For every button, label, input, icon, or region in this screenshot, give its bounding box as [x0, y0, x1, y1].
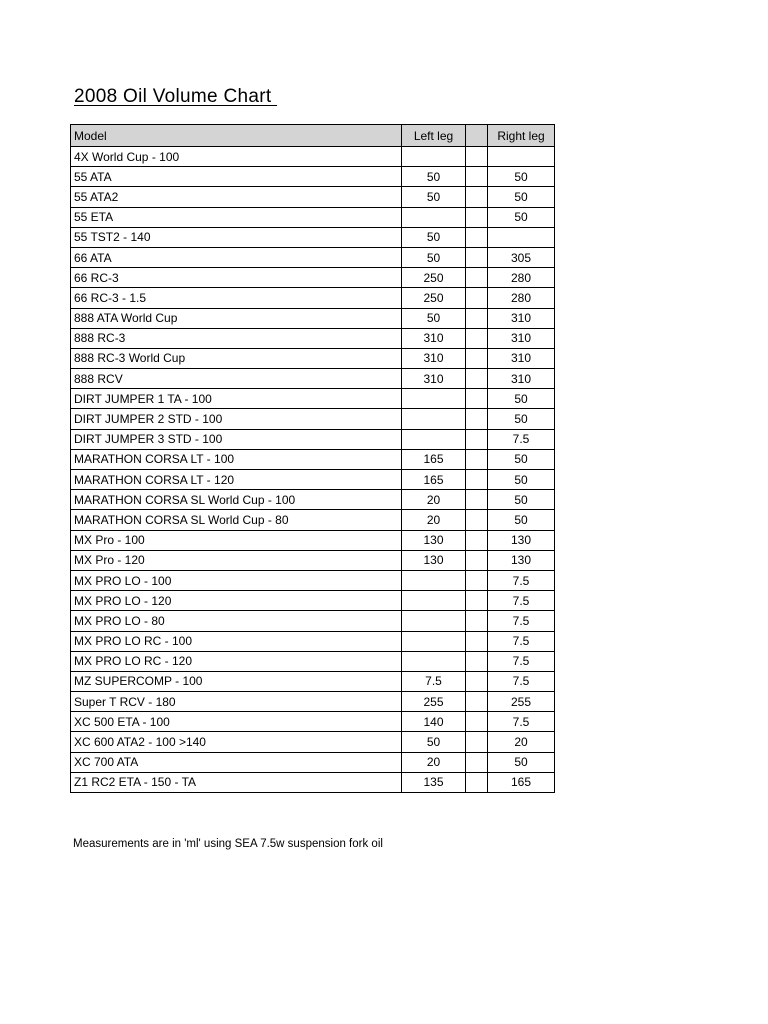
model-cell: Z1 RC2 ETA - 150 - TA [71, 772, 402, 792]
left-leg-cell: 20 [402, 752, 466, 772]
spacer-cell [466, 328, 488, 348]
right-leg-cell: 310 [488, 348, 555, 368]
table-row [71, 449, 555, 469]
table-row [71, 651, 555, 671]
header-right-leg: Right leg [488, 125, 555, 147]
model-cell: DIRT JUMPER 3 STD - 100 [71, 429, 402, 449]
spacer-cell [466, 530, 488, 550]
left-leg-cell [402, 409, 466, 429]
table-row [71, 732, 555, 752]
model-cell: 888 RC-3 World Cup [71, 348, 402, 368]
table-row [71, 187, 555, 207]
right-leg-cell: 165 [488, 772, 555, 792]
model-cell: XC 600 ATA2 - 100 >140 [71, 732, 402, 752]
model-cell: MX PRO LO - 120 [71, 591, 402, 611]
model-cell: MARATHON CORSA LT - 100 [71, 449, 402, 469]
spacer-cell [466, 207, 488, 227]
table-row [71, 470, 555, 490]
spacer-cell [466, 429, 488, 449]
table-row [71, 631, 555, 651]
model-cell: 66 RC-3 - 1.5 [71, 288, 402, 308]
spacer-cell [466, 288, 488, 308]
table-row [71, 611, 555, 631]
table-row [71, 752, 555, 772]
model-cell: MX Pro - 100 [71, 530, 402, 550]
right-leg-cell: 7.5 [488, 570, 555, 590]
right-leg-cell: 50 [488, 187, 555, 207]
table-body [71, 125, 555, 793]
right-leg-cell: 20 [488, 732, 555, 752]
table-row [71, 409, 555, 429]
spacer-cell [466, 227, 488, 247]
table-row [71, 570, 555, 590]
table-row [71, 550, 555, 570]
right-leg-cell [488, 147, 555, 167]
model-cell: 4X World Cup - 100 [71, 147, 402, 167]
right-leg-cell: 7.5 [488, 631, 555, 651]
left-leg-cell: 50 [402, 308, 466, 328]
left-leg-cell: 250 [402, 268, 466, 288]
table-row [71, 268, 555, 288]
left-leg-cell: 7.5 [402, 671, 466, 691]
model-cell: Super T RCV - 180 [71, 692, 402, 712]
table-row [71, 712, 555, 732]
model-cell: 888 RCV [71, 369, 402, 389]
right-leg-cell: 50 [488, 207, 555, 227]
right-leg-cell: 280 [488, 268, 555, 288]
left-leg-cell: 130 [402, 550, 466, 570]
right-leg-cell: 305 [488, 247, 555, 267]
right-leg-cell: 50 [488, 409, 555, 429]
table-row [71, 429, 555, 449]
model-cell: 55 ATA2 [71, 187, 402, 207]
model-cell: DIRT JUMPER 2 STD - 100 [71, 409, 402, 429]
left-leg-cell: 165 [402, 470, 466, 490]
table-row [71, 369, 555, 389]
left-leg-cell: 20 [402, 490, 466, 510]
left-leg-cell: 20 [402, 510, 466, 530]
right-leg-cell: 7.5 [488, 651, 555, 671]
oil-volume-table [70, 124, 555, 793]
header-spacer [466, 125, 488, 147]
spacer-cell [466, 470, 488, 490]
spacer-cell [466, 167, 488, 187]
model-cell: MX PRO LO RC - 120 [71, 651, 402, 671]
model-cell: 66 RC-3 [71, 268, 402, 288]
model-cell: MZ SUPERCOMP - 100 [71, 671, 402, 691]
left-leg-cell [402, 207, 466, 227]
model-cell: 55 TST2 - 140 [71, 227, 402, 247]
left-leg-cell: 250 [402, 288, 466, 308]
spacer-cell [466, 389, 488, 409]
header-left-leg: Left leg [402, 125, 466, 147]
left-leg-cell [402, 389, 466, 409]
spacer-cell [466, 611, 488, 631]
model-cell: DIRT JUMPER 1 TA - 100 [71, 389, 402, 409]
model-cell: 888 ATA World Cup [71, 308, 402, 328]
right-leg-cell: 50 [488, 389, 555, 409]
right-leg-cell: 7.5 [488, 611, 555, 631]
left-leg-cell: 165 [402, 449, 466, 469]
model-cell: MARATHON CORSA SL World Cup - 100 [71, 490, 402, 510]
spacer-cell [466, 449, 488, 469]
right-leg-cell: 7.5 [488, 712, 555, 732]
model-cell: XC 500 ETA - 100 [71, 712, 402, 732]
table-row [71, 207, 555, 227]
left-leg-cell [402, 570, 466, 590]
right-leg-cell: 50 [488, 167, 555, 187]
spacer-cell [466, 671, 488, 691]
table-row [71, 671, 555, 691]
table-row [71, 591, 555, 611]
table-row [71, 288, 555, 308]
spacer-cell [466, 369, 488, 389]
header-model: Model [71, 125, 402, 147]
table-row [71, 308, 555, 328]
spacer-cell [466, 348, 488, 368]
left-leg-cell [402, 147, 466, 167]
model-cell: MX PRO LO - 80 [71, 611, 402, 631]
footnote: Measurements are in 'ml' using SEA 7.5w suspension fork oil [73, 838, 383, 850]
model-cell: MX PRO LO RC - 100 [71, 631, 402, 651]
left-leg-cell [402, 651, 466, 671]
table-header-row [71, 125, 555, 147]
spacer-cell [466, 247, 488, 267]
spacer-cell [466, 490, 488, 510]
left-leg-cell: 255 [402, 692, 466, 712]
spacer-cell [466, 308, 488, 328]
left-leg-cell: 50 [402, 187, 466, 207]
table-row [71, 692, 555, 712]
spacer-cell [466, 591, 488, 611]
spacer-cell [466, 752, 488, 772]
right-leg-cell: 50 [488, 449, 555, 469]
left-leg-cell: 310 [402, 369, 466, 389]
page-title: 2008 Oil Volume Chart [74, 86, 278, 107]
spacer-cell [466, 631, 488, 651]
left-leg-cell: 50 [402, 732, 466, 752]
left-leg-cell: 140 [402, 712, 466, 732]
model-cell: 888 RC-3 [71, 328, 402, 348]
right-leg-cell: 310 [488, 328, 555, 348]
model-cell: 55 ETA [71, 207, 402, 227]
right-leg-cell: 7.5 [488, 671, 555, 691]
right-leg-cell: 255 [488, 692, 555, 712]
left-leg-cell: 50 [402, 227, 466, 247]
model-cell: MARATHON CORSA SL World Cup - 80 [71, 510, 402, 530]
right-leg-cell: 7.5 [488, 429, 555, 449]
model-cell: MX PRO LO - 100 [71, 570, 402, 590]
spacer-cell [466, 732, 488, 752]
right-leg-cell: 280 [488, 288, 555, 308]
table-row [71, 348, 555, 368]
spacer-cell [466, 712, 488, 732]
spacer-cell [466, 570, 488, 590]
left-leg-cell [402, 631, 466, 651]
table-row [71, 147, 555, 167]
table-row [71, 247, 555, 267]
right-leg-cell: 130 [488, 550, 555, 570]
model-cell: MX Pro - 120 [71, 550, 402, 570]
right-leg-cell: 310 [488, 369, 555, 389]
left-leg-cell: 135 [402, 772, 466, 792]
table-row [71, 328, 555, 348]
right-leg-cell: 50 [488, 470, 555, 490]
spacer-cell [466, 651, 488, 671]
right-leg-cell: 50 [488, 752, 555, 772]
table-row [71, 490, 555, 510]
spacer-cell [466, 147, 488, 167]
left-leg-cell [402, 429, 466, 449]
right-leg-cell: 50 [488, 510, 555, 530]
right-leg-cell: 310 [488, 308, 555, 328]
spacer-cell [466, 772, 488, 792]
left-leg-cell: 310 [402, 348, 466, 368]
spacer-cell [466, 510, 488, 530]
table-row [71, 389, 555, 409]
table-row [71, 510, 555, 530]
left-leg-cell: 130 [402, 530, 466, 550]
model-cell: 66 ATA [71, 247, 402, 267]
model-cell: MARATHON CORSA LT - 120 [71, 470, 402, 490]
table-row [71, 530, 555, 550]
right-leg-cell: 7.5 [488, 591, 555, 611]
spacer-cell [466, 409, 488, 429]
left-leg-cell: 50 [402, 247, 466, 267]
left-leg-cell [402, 611, 466, 631]
right-leg-cell [488, 227, 555, 247]
spacer-cell [466, 550, 488, 570]
left-leg-cell: 50 [402, 167, 466, 187]
table-row [71, 772, 555, 792]
spacer-cell [466, 692, 488, 712]
model-cell: 55 ATA [71, 167, 402, 187]
left-leg-cell: 310 [402, 328, 466, 348]
table-row [71, 167, 555, 187]
table-row [71, 227, 555, 247]
model-cell: XC 700 ATA [71, 752, 402, 772]
right-leg-cell: 50 [488, 490, 555, 510]
right-leg-cell: 130 [488, 530, 555, 550]
spacer-cell [466, 187, 488, 207]
left-leg-cell [402, 591, 466, 611]
spacer-cell [466, 268, 488, 288]
